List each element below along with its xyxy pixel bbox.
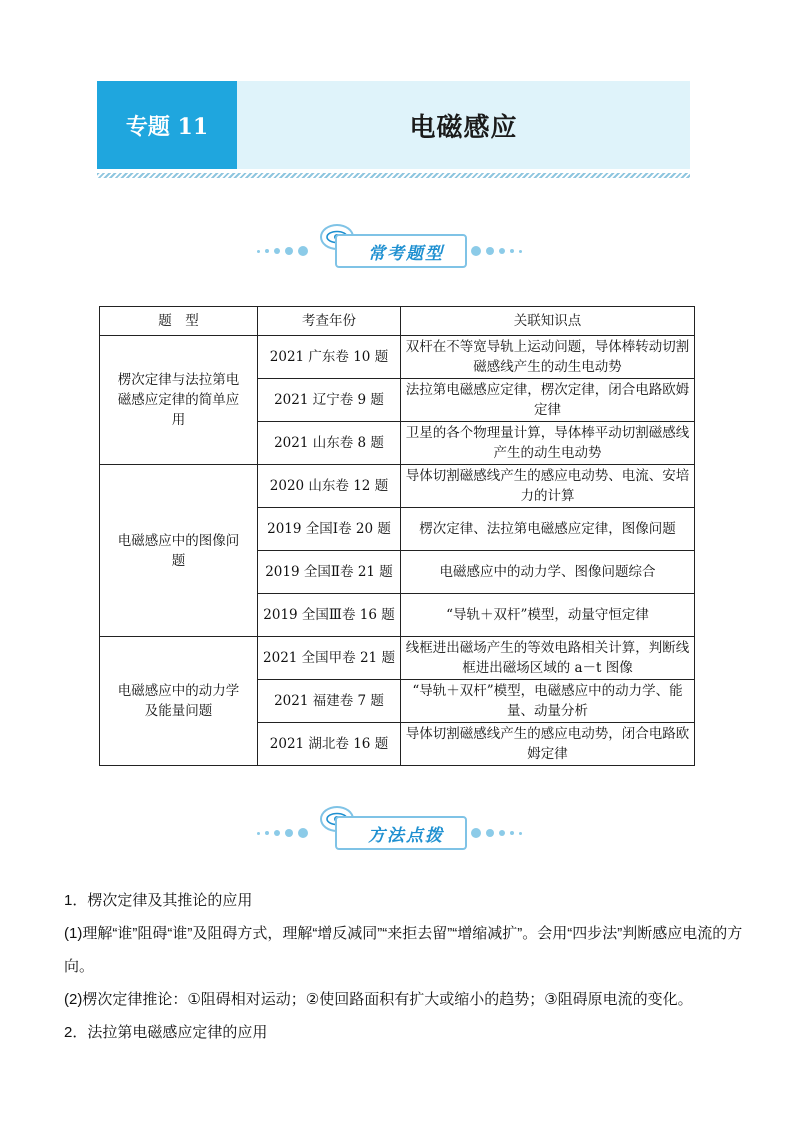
year-cell: 2021 山东卷 8 题 — [258, 422, 401, 465]
page-title: 电磁感应 — [409, 112, 518, 143]
table-header-row — [100, 307, 695, 336]
year-cell: 2021 湖北卷 16 题 — [258, 723, 401, 766]
year-cell: 2021 福建卷 7 题 — [258, 680, 401, 723]
left-dots — [257, 828, 308, 838]
topic-label: 专题 11 — [97, 81, 237, 169]
type-cell: 电磁感应中的动力学及能量问题 — [100, 637, 258, 766]
header-year: 考查年份 — [258, 307, 401, 336]
left-dots — [257, 246, 308, 256]
section-badge — [335, 234, 467, 268]
point-cell: 法拉第电磁感应定律，楞次定律，闭合电路欧姆定律 — [401, 379, 695, 422]
point-cell: 线框进出磁场产生的等效电路相关计算，判断线框进出磁场区域的 a－t 图像 — [401, 637, 695, 680]
year-cell: 2019 全国Ⅰ卷 20 题 — [258, 508, 401, 551]
banner-divider — [97, 173, 690, 178]
type-cell: 楞次定律与法拉第电磁感应定律的简单应用 — [100, 336, 258, 465]
header-type: 题 型 — [100, 307, 258, 336]
topic-banner — [97, 81, 690, 169]
point-cell: 导体切割磁感线产生的感应电动势，闭合电路欧姆定律 — [401, 723, 695, 766]
year-cell: 2021 全国甲卷 21 题 — [258, 637, 401, 680]
point-cell: 楞次定律、法拉第电磁感应定律，图像问题 — [401, 508, 695, 551]
header-points: 关联知识点 — [401, 307, 695, 336]
section-label: 常考题型 — [368, 243, 444, 264]
year-cell: 2020 山东卷 12 题 — [258, 465, 401, 508]
section-header-methods — [257, 806, 537, 854]
section-label: 方法点拨 — [368, 825, 444, 846]
year-cell: 2019 全国Ⅱ卷 21 题 — [258, 551, 401, 594]
body-line: 1．楞次定律及其推论的应用 — [64, 892, 253, 909]
body-line: 2．法拉第电磁感应定律的应用 — [64, 1024, 268, 1041]
body-line: (1)理解“谁”阻碍“谁”及阻碍方式，理解“增反减同”“来拒去留”“增缩减扩”。会用“四步法”判断感应电流的方向。 — [64, 925, 743, 975]
right-dots — [471, 246, 522, 256]
point-cell: 卫星的各个物理量计算，导体棒平动切割磁感线产生的动生电动势 — [401, 422, 695, 465]
section-header-common-types — [257, 224, 537, 272]
table-row — [100, 465, 695, 508]
year-cell: 2021 广东卷 10 题 — [258, 336, 401, 379]
body-line: (2)楞次定律推论：①阻碍相对运动；②使回路面积有扩大或缩小的趋势；③阻碍原电流的变化。 — [64, 991, 693, 1008]
point-cell: 电磁感应中的动力学、图像问题综合 — [401, 551, 695, 594]
point-cell: 双杆在不等宽导轨上运动问题，导体棒转动切割磁感线产生的动生电动势 — [401, 336, 695, 379]
point-cell: 导体切割磁感线产生的感应电动势、电流、安培力的计算 — [401, 465, 695, 508]
method-body — [64, 884, 744, 1049]
type-cell: 电磁感应中的图像问题 — [100, 465, 258, 637]
point-cell: “导轨＋双杆”模型，电磁感应中的动力学、能量、动量分析 — [401, 680, 695, 723]
table-row — [100, 336, 695, 379]
table-row — [100, 637, 695, 680]
year-cell: 2019 全国Ⅲ卷 16 题 — [258, 594, 401, 637]
year-cell: 2021 辽宁卷 9 题 — [258, 379, 401, 422]
question-type-table — [99, 306, 695, 766]
right-dots — [471, 828, 522, 838]
point-cell: “导轨＋双杆”模型，动量守恒定律 — [401, 594, 695, 637]
section-badge — [335, 816, 467, 850]
